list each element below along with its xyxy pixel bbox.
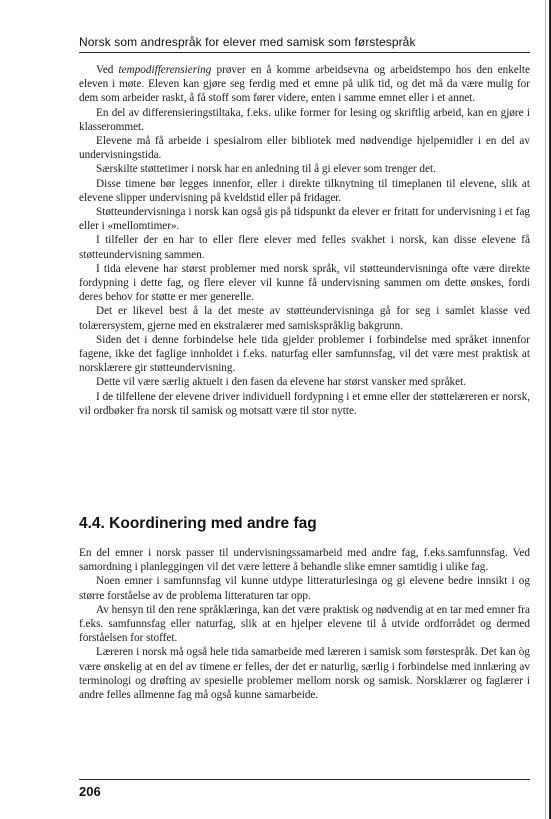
paragraph: Noen emner i samfunnsfag vil kunne utdype litteraturlesinga og gi elevene bedre innsikt i og større forståelse av de problema litteraturen tar opp. [79,575,530,602]
paragraph: Det er likevel best å la det meste av støtteundervisninga gå for seg i samlet klasse ved tolærersystem, gjerne med en ekstralærer med samiskspråklig bakgrunn. [79,305,530,332]
page-number: 206 [79,784,101,799]
paragraph [79,63,530,106]
section-body [79,546,530,702]
paragraph: En del av differensieringstiltaka, f.eks. ulike former for lesing og skriftlig arbeid, kan en gjøre i klasserommet. [79,106,530,133]
header-rule [79,52,530,53]
paragraph: Av hensyn til den rene språklæringa, kan det være praktisk og nødvendig at en tar med emner fra f.eks. samfunnsfag eller naturfag, slik at en hjelper elevene til å utvide ordforrådet og dermed forståelsen for stoffet. [79,603,530,645]
paragraph-text: prøver en å komme arbeidsevna og arbeidstempo hos den enkelte eleven i møte. Eleven kan gjøre seg ferdig med et emne på ulik tid, og det må da være mulig for dem som arbeider raskt, å få stoff som fører videre, enten i samme emnet eller i et annet. [79,64,530,105]
paragraph: Særskilte støttetimer i norsk har en anledning til å gi elever som trenger det. [96,163,436,176]
running-header: Norsk som andrespråk for elever med samisk som førstespråk [79,35,416,49]
paragraph: Disse timene bør legges innenfor, eller i direkte tilknytning til timeplanen til elevene, slik at elevene slipper undervisning på kveldstid eller på fridager. [79,177,530,204]
paragraph: Siden det i denne forbindelse hele tida gjelder problemer i forbindelse med språket innenfor fagene, ikke det faglige innholdet i f.eks. naturfag eller samfunnsfag, vil det være mest praktisk at norsklærere gir støtteundervisning. [79,333,530,375]
footer-rule [79,779,530,780]
paragraph: I tida elevene har størst problemer med norsk språk, vil støtteundervisninga ofte være direkte fordypning i dette fag, og flere elever vil kunne få undervisning sammen om dette ønskes, fordi deres behov for støtte er mer generelle. [79,262,530,304]
emphasized-term: tempodifferensiering [118,64,212,76]
paragraph: Dette vil være særlig aktuelt i den fasen da elevene har størst vansker med språket. [96,376,467,389]
paragraph: Læreren i norsk må også hele tida samarbeide med læreren i samisk som førstespråk. Det kan òg være ønskelig at en del av timene er felles, der det er naturlig, særlig i forbindelse med innlæring av terminologi og drøfting av spesielle problemer mellom norsk og samisk. Norsklærer og faglærer i andre felles allmenne fag må også kunne samarbeide. [79,646,530,702]
paragraph: Støtteundervisninga i norsk kan også gis på tidspunkt da elever er fritatt for undervisning i et fag eller i «mellomtimer». [79,206,530,233]
section-body [79,63,530,418]
paragraph: Elevene må få arbeide i spesialrom eller bibliotek med nødvendige hjelpemidler i en del av undervisningstida. [79,135,530,162]
paragraph: I tilfeller der en har to eller flere elever med felles svakhet i norsk, kan disse elevene få støtteundervisning sammen. [79,234,530,261]
page-edge-shadow [545,0,546,819]
section-heading: 4.4. Koordinering med andre fag [79,515,317,532]
paragraph: En del emner i norsk passer til undervisningssamarbeid med andre fag, f.eks.samfunnsfag. Ved samordning i planleggingen vil det være lettere å behandle slike emner samtidig i ulike fag. [79,547,530,574]
paragraph: I de tilfellene der elevene driver individuell fordypning i et emne eller der støttelæreren er norsk, vil ordbøker fra norsk til samisk og motsatt være til stor nytte. [79,390,530,417]
paragraph-prefix: Ved [96,64,119,76]
